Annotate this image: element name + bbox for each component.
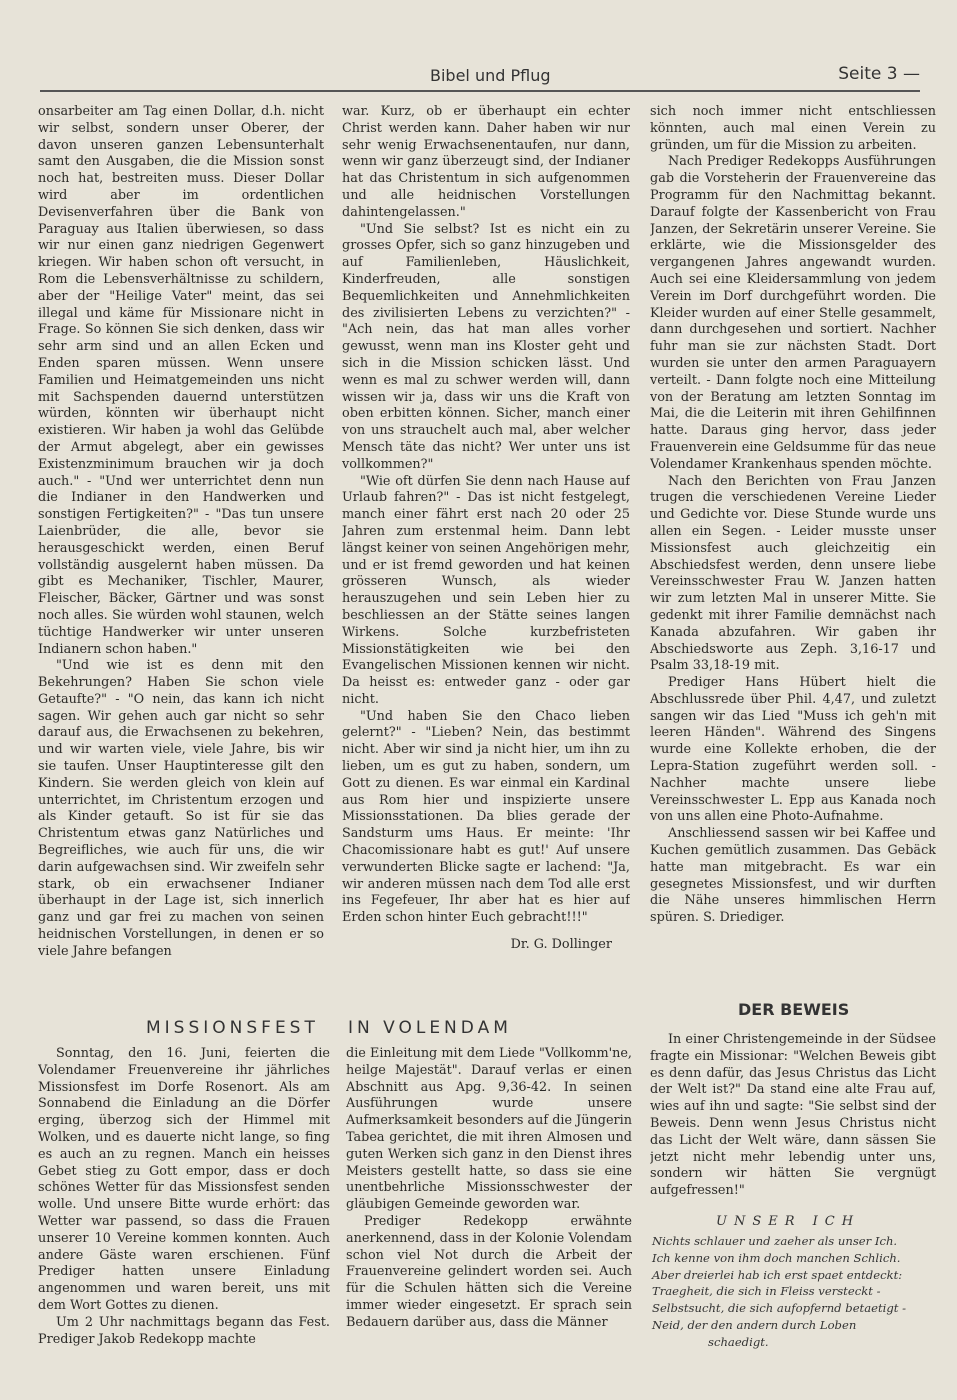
paragraph: onsarbeiter am Tag einen Dollar, d.h. nicht wir selbst, sondern unser Oberer, der davon unseren ganzen Lebensunterhalt samt den Ausgaben, die die Mission sonst noch hat, bestreiten muss. Dieser Dollar wird aber im ordentlichen Devisenverfahren über die Bank von Paraguay aus Italien überwiesen, so dass wir nur einen ganz niedrigen Gegenwert kriegen. Wir haben schon oft versucht, in Rom die Lebensverhältnisse zu schildern, aber der "Heilige Vater" meint, das sei illegal und käme für Missionare nicht in Frage. So können Sie sich denken, dass wir sehr arm sind und an allen Ecken und Enden sparen müssen. Wenn unsere Familien und Heimatgemeinden uns nicht mit Sachspenden dauernd unterstützen würden, könnten wir überhaupt nicht existieren. Wir haben ja wohl das Gelübde der Armut abgelegt, aber ein gewisses Existenzminimum brauchen wir ja doch auch." - "Und wer unterrichtet denn nun die Indianer in den Handwerken und sonstigen Fertigkeiten?" - "Das tun unsere Laienbrüder, die alle, bevor sie herausgeschickt werden, einen Beruf vollständig ausgelernt haben müssen. Da gibt es Mechaniker, Tischler, Maurer, Fleischer, Bäcker, Gärtner und was sonst noch alles. Sie würden wohl staunen, welch tüchtige Handwerker wir unter unseren Indianern schon haben." [38,104,324,657]
beweis-title: DER BEWEIS [738,1000,850,1019]
poem-line: Selbstsucht, die sich aufopfernd betaetigt - [652,1301,907,1316]
paragraph: Prediger Redekopp erwähnte anerkennend, dass in der Kolonie Volendam schon viel Not durch die Arbeit der Frauenvereine gelindert worden sei. Auch für die Schulen hätten sich die Vereine immer wieder eingesetzt. Er sprach sein Bedauern darüber aus, dass die Männer [346,1213,632,1330]
poem-line: Ich kenne von ihm doch manchen Schlich. [652,1250,901,1265]
paragraph: Nach Prediger Redekopps Ausführungen gab die Vorsteherin der Frauenvereine das Programm für den Nachmittag bekannt. Darauf folgte der Kassenbericht von Frau Janzen, der Sekretärin unserer Vereine. Sie erklärte, wie die Missionsgelder des vergangenen Jahres angewandt wurden. Auch sei eine Kleidersammlung von jedem Verein im Dorf durchgeführt worden. Die Kleider wurden auf einer Stelle gesammelt, dann durchgesehen und sortiert. Nachher fuhr man sie zur nächsten Stadt. Dort wurden sie unter den armen Paraguayern verteilt. - Dann folgte noch eine Mitteilung von der Beratung am letzten Sonntag im Mai, die die Leiterin mit ihren Gehilfinnen hatte. Daraus ging hervor, dass jeder Frauenverein eine Geldsumme für das neue Volendamer Krankenhaus spenden möchte. [650,154,936,472]
article-column-3 [650,104,936,984]
section-title-left: MISSIONSFEST [146,1018,319,1038]
section-title-right: IN VOLENDAM [348,1018,512,1038]
paragraph: Nach den Berichten von Frau Janzen trugen die verschiedenen Vereine Lieder und Gedichte vor. Diese Stunde wurde uns allen ein Segen. - Leider musste unser Missionsfest auch gleichzeitig ein Abschiedsfest werden, denn unsere liebe Vereinsschwester Frau W. Janzen hatten wir zum letzten Mal in unserer Mitte. Sie gedenkt mit ihrer Familie demnächst nach Kanada abzufahren. Wir gaben ihr Abschiedsworte aus Zeph. 3,16-17 und Psalm 33,18-19 mit. [650,473,936,674]
paragraph: "Wie oft dürfen Sie denn nach Hause auf Urlaub fahren?" - Das ist nicht festgelegt, manch einer fährt erst nach 20 oder 25 Jahren zum erstenmal heim. Dann lebt längst keiner von seinen Angehörigen mehr, und er ist fremd geworden und hat keinen grösseren Wunsch, als wieder herauszugehen und sein Leben hier zu beschliessen an der Stätte seines langen Wirkens. Solche kurzbefristeten Missionstätigkeiten wie bei den Evangelischen Missionen kennen wir nicht. Da heisst es: entweder ganz - oder gar nicht. [342,473,630,707]
author-signature: Dr. G. Dollinger [510,937,612,953]
paragraph: In einer Christengemeinde in der Südsee fragte ein Missionar: "Welchen Beweis gibt es denn dafür, das Jesus Christus das Licht der Welt ist?" Da stand eine alte Frau auf, wies auf ihn und sagte: "Sie selbst sind der Beweis. Denn wenn Jesus Christus nicht das Licht der Welt wäre, dann sässen Sie jetzt nicht mehr lebendig unter uns, sondern wir hätten Sie vergnügt aufgefressen!" [650,1032,936,1199]
poem [652,1233,938,1351]
page-number: Seite 3 — [838,64,920,84]
article-column-1 [38,104,324,994]
poem-line: schaedigt. [708,1334,769,1349]
article-column-2 [342,104,630,994]
beweis-text [650,1032,936,1212]
header-rule [40,90,920,92]
page-header [40,58,920,92]
poem-line: Nichts schlauer und zaeher als unser Ich. [652,1234,898,1248]
paragraph: Anschliessend sassen wir bei Kaffee und Kuchen gemütlich zusammen. Das Gebäck hatte man mitgebracht. Es war ein gesegnetes Missionsfest, und wir durften die Nähe unseres himmlischen Herrn spüren. S. Driediger. [650,826,936,926]
paragraph: "Und haben Sie den Chaco lieben gelernt?" - "Lieben? Nein, das bestimmt nicht. Aber wir sind ja nicht hier, um ihn zu lieben, um es gut zu haben, sondern, um Gott zu dienen. Es war einmal ein Kardinal aus Rom hier und inspizierte unsere Missionsstationen. Da blies gerade der Sandsturm ums Haus. Er meinte: 'Ihr Chacomissionare habt es gut!' Auf unsere verwunderten Blicke sagte er lachend: "Ja, wir anderen müssen nach dem Tod alle erst ins Fegefeuer, Ihr aber hat es hier auf Erden schon hinter Euch gebracht!!!" [342,708,630,926]
paragraph: die Einleitung mit dem Liede "Vollkomm'ne, heilge Majestät". Darauf verlas er einen Abschnitt aus Apg. 9,36-42. In seinen Ausführungen wurde unsere Aufmerksamkeit besonders auf die Jüngerin Tabea gerichtet, die mit ihren Almosen und guten Werken sich ganz in den Dienst ihres Meisters gestellt hatte, so dass sie eine unentbehrliche Missionsschwester der gläubigen Gemeinde geworden war. [346,1046,632,1213]
poem-line: Traegheit, die sich in Fleiss versteckt - [652,1284,881,1299]
missionsfest-column-2 [346,1046,632,1376]
paragraph: Um 2 Uhr nachmittags begann das Fest. Prediger Jakob Redekopp machte [38,1314,330,1347]
missionsfest-column-1 [38,1046,330,1376]
paragraph: sich noch immer nicht entschliessen könnten, auch mal einen Verein zu gründen, um für die Mission zu arbeiten. [650,104,936,153]
poem-line: Aber dreierlei hab ich erst spaet entdeckt: [652,1267,903,1282]
paragraph: war. Kurz, ob er überhaupt ein echter Christ werden kann. Daher haben wir nur sehr wenig Erwachsenentaufen, nur dann, wenn wir ganz überzeugt sind, der Indianer hat das Christentum in sich aufgenommen und alle heidnischen Vorstellungen dahintengelassen." [342,104,630,220]
paragraph: Prediger Hans Hübert hielt die Abschlussrede über Phil. 4,47, und zuletzt sangen wir das Lied "Muss ich geh'n mit leeren Händen". Während des Singens wurde eine Kollekte erhoben, die der Lepra-Station zugeführt werden soll. - Nachher machte unsere liebe Vereinsschwester L. Epp aus Kanada noch von uns allen eine Photo-Aufnahme. [650,675,936,825]
publication-title: Bibel und Pflug [430,66,551,85]
paragraph: "Und wie ist es denn mit den Bekehrungen? Haben Sie schon viele Getaufte?" - "O nein, das kann ich nicht sagen. Wir gehen auch gar nicht so sehr darauf aus, die Erwachsenen zu bekehren, und wir warten viele, viele Jahre, bis wir sie taufen. Unser Hauptinteresse gilt den Kindern. Sie werden gleich von klein auf unterrichtet, im Christentum erzogen und als Kinder getauft. So ist für sie das Christentum etwas ganz Natürliches und Begreifliches, wie auch für uns, die wir darin aufgewachsen sind. Wir zweifeln sehr stark, ob ein erwachsener Indianer überhaupt in der Lage ist, sich innerlich ganz und gar frei zu machen von seinen heidnischen Vorstellungen, in denen er so viele Jahre befangen [38,658,324,959]
paragraph: "Und Sie selbst? Ist es nicht ein zu grosses Opfer, sich so ganz hinzugeben und auf Familienleben, Häuslichkeit, Kinderfreuden, alle sonstigen Bequemlichkeiten und Annehmlichkeiten des zivilisierten Lebens zu verzichten?" - "Ach nein, das hat man alles vorher gewusst, wenn man ins Kloster geht und sich in die Mission schicken lässt. Und wenn es mal zu schwer werden will, dann wissen wir ja, dass wir uns die Kraft von oben erbitten können. Sicher, manch einer von uns strauchelt auch mal, aber welcher Mensch täte das nicht? Wer unter uns ist vollkommen?" [342,221,630,472]
poem-line: Neid, der den andern durch Loben [652,1317,857,1332]
paragraph: Sonntag, den 16. Juni, feierten die Volendamer Freuenvereine ihr jährliches Missionsfest im Dorfe Rosenort. Als am Sonnabend die Einladung an die Dörfer erging, überzog sich der Himmel mit Wolken, und es dauerte nicht lange, so fing es auch an zu regnen. Manch ein heisses Gebet stieg zu Gott empor, dass er doch schönes Wetter für das Missionsfest senden wolle. Und unsere Bitte wurde erhört: das Wetter war passend, so dass die Frauen unserer 10 Vereine kommen konnten. Auch andere Gäste waren erschienen. Fünf Prediger hatten unsere Einladung angenommen und waren bereit, uns mit dem Wort Gottes zu dienen. [38,1046,330,1313]
poem-title: UNSER ICH [716,1214,861,1229]
